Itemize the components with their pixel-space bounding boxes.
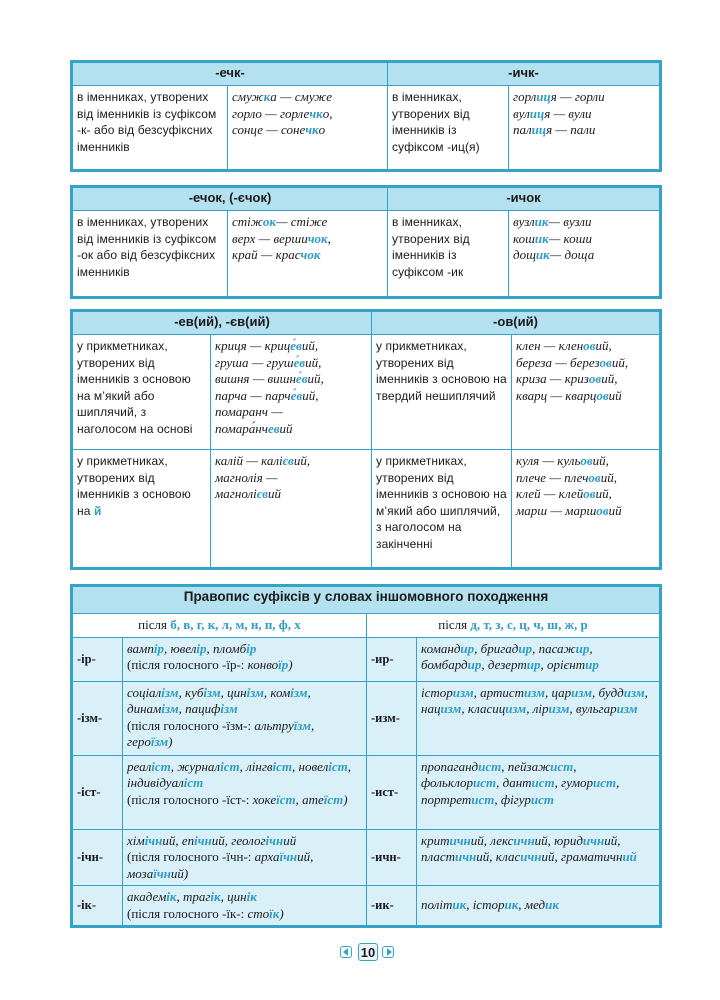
- cell-ik-soft: академік, трагік, цинік (після голосного -їк-: стоїк): [123, 886, 367, 926]
- example-line: горло — горлечко,: [232, 105, 333, 121]
- example-line: вишня — вишне́вий,: [215, 371, 324, 386]
- example-line: стіжок— стіже: [232, 214, 328, 229]
- page-number: 10: [358, 943, 378, 961]
- examples-echk: [228, 86, 388, 170]
- example-line: дощик— доща: [513, 247, 595, 262]
- rule-echk: в іменниках, утворених від іменників із суфіксом -к- або від безсуфіксних іменників: [73, 86, 228, 170]
- example-line: парча — парче́вий,: [215, 387, 319, 403]
- example-line: кошик— коши: [513, 230, 592, 246]
- examples-ev-y: [211, 450, 372, 568]
- example-line: куля — кульовий,: [516, 453, 609, 468]
- examples-ov-hard: [512, 335, 660, 450]
- suffix-ir-hard: -ир-: [367, 637, 417, 681]
- table-ev-ov: [70, 309, 662, 570]
- cell-ist-hard: пропагандист, пейзажист, фольклорист, дантист, гуморист, портретист, фігурист: [417, 755, 660, 829]
- left-subheader: після б, в, г, к, л, м, н, п, ф, х: [73, 614, 367, 638]
- header-ev: -ев(ий), -єв(ий): [73, 312, 372, 335]
- suffix-ik-hard: -ик-: [367, 886, 417, 926]
- rule-ov-ending: у прикметниках, утворених від іменників з основою на м’який або шиплячий, з наголосом на закінченні: [372, 450, 512, 568]
- right-subheader: після д, т, з, с, ц, ч, ш, ж, р: [367, 614, 660, 638]
- next-arrow-icon[interactable]: [382, 946, 394, 958]
- examples-ichok: [509, 211, 660, 297]
- example-line: край — красчок: [232, 247, 321, 262]
- header-ichk: -ичк-: [388, 63, 660, 86]
- cell-ir-soft: вампір, ювелір, пломбір (після голосного -їр-: конвоїр): [123, 637, 367, 681]
- example-line: магнолієвий: [215, 486, 281, 501]
- suffix-ichn-soft: -ічн-: [73, 829, 123, 886]
- rule-ichok: в іменниках, утворених від іменників із суфіксом -ик: [388, 211, 509, 297]
- header-echk: -ечк-: [73, 63, 388, 86]
- example-line: помаранч —: [215, 404, 283, 419]
- header-ov: -ов(ий): [372, 312, 660, 335]
- table-foreign-suffixes: [70, 584, 662, 928]
- examples-echok: [228, 211, 388, 297]
- examples-ev-soft: [211, 335, 372, 450]
- example-line: помара́нчевий: [215, 420, 293, 436]
- cell-ist-soft: реаліст, журналіст, лінгвіст, новеліст, індивідуаліст (після голосного -їст-: хокеїст, атеїст): [123, 755, 367, 829]
- example-line: калій — калієвий,: [215, 453, 311, 468]
- rule-ov-hard: у прикметниках, утворених від іменників з основою на твердий нешиплячий: [372, 335, 512, 450]
- cell-ir-hard: командир, бригадир, пасажир, бомбардир, дезертир, орієнтир: [417, 637, 660, 681]
- suffix-ik-soft: -ік-: [73, 886, 123, 926]
- example-line: криза — кризовий,: [516, 371, 618, 386]
- example-line: криця — крице́вий,: [215, 338, 319, 353]
- suffix-izm-hard: -изм-: [367, 681, 417, 755]
- example-line: марш — маршовий: [516, 502, 622, 518]
- rule-echok: в іменниках, утворених від іменників із суфіксом -ок або від безсуфіксних іменників: [73, 211, 228, 297]
- suffix-ist-soft: -іст-: [73, 755, 123, 829]
- foreign-title: Правопис суфіксів у словах іншомовного походження: [73, 587, 660, 614]
- example-line: груша — груше́вий,: [215, 354, 322, 370]
- example-line: сонце — сонечко: [232, 122, 326, 137]
- example-line: вулиця — вули: [513, 105, 592, 121]
- example-line: вузлик— вузли: [513, 214, 592, 229]
- cell-izm-soft: соціалізм, кубізм, цинізм, комізм, динамізм, пацифізм (після голосного -їзм-: альтруїзм, героїзм): [123, 681, 367, 755]
- prev-arrow-icon[interactable]: [340, 946, 352, 958]
- example-line: горлиця — горли: [513, 89, 605, 104]
- header-echok: -ечок, (-єчок): [73, 188, 388, 211]
- page-number-nav: [340, 943, 396, 963]
- example-line: клей — клейовий,: [516, 486, 612, 501]
- example-line: плече — плечовий,: [516, 469, 617, 485]
- example-line: береза — березовий,: [516, 354, 629, 370]
- example-line: магнолія —: [215, 469, 278, 485]
- example-line: клен — кленовий,: [516, 338, 612, 353]
- rule-ev-y: у прикметниках, утворених від іменників з основою на й: [73, 450, 211, 568]
- suffix-ichn-hard: -ичн-: [367, 829, 417, 886]
- suffix-izm-soft: -ізм-: [73, 681, 123, 755]
- examples-ichk: [509, 86, 660, 170]
- suffix-ir-soft: -ір-: [73, 637, 123, 681]
- cell-izm-hard: історизм, артистизм, царизм, буддизм, нацизм, класицизм, ліризм, вульгаризм: [417, 681, 660, 755]
- rule-ichk: в іменниках, утворених від іменників із суфіксом -иц(я): [388, 86, 509, 170]
- suffix-ist-hard: -ист-: [367, 755, 417, 829]
- example-line: кварц — кварцовий: [516, 387, 622, 403]
- table-echk-ichk: [70, 60, 662, 172]
- rule-ev-soft: у прикметниках, утворених від іменників з основою на м’який або шиплячий, з наголосом на основі: [73, 335, 211, 450]
- example-line: смужка — смуже: [232, 89, 332, 104]
- header-ichok: -ичок: [388, 188, 660, 211]
- examples-ov-ending: [512, 450, 660, 568]
- example-line: палиця — пали: [513, 122, 596, 137]
- cell-ichn-hard: критичний, лексичний, юридичний, пластичний, класичний, граматичний: [417, 829, 660, 886]
- example-line: верх — вершичок,: [232, 230, 331, 246]
- cell-ik-hard: політик, історик, медик: [417, 886, 660, 926]
- table-echok-ichok: [70, 185, 662, 299]
- cell-ichn-soft: хімічний, епічний, геологічний (після голосного -їчн-: архаїчний, мозаїчний): [123, 829, 367, 886]
